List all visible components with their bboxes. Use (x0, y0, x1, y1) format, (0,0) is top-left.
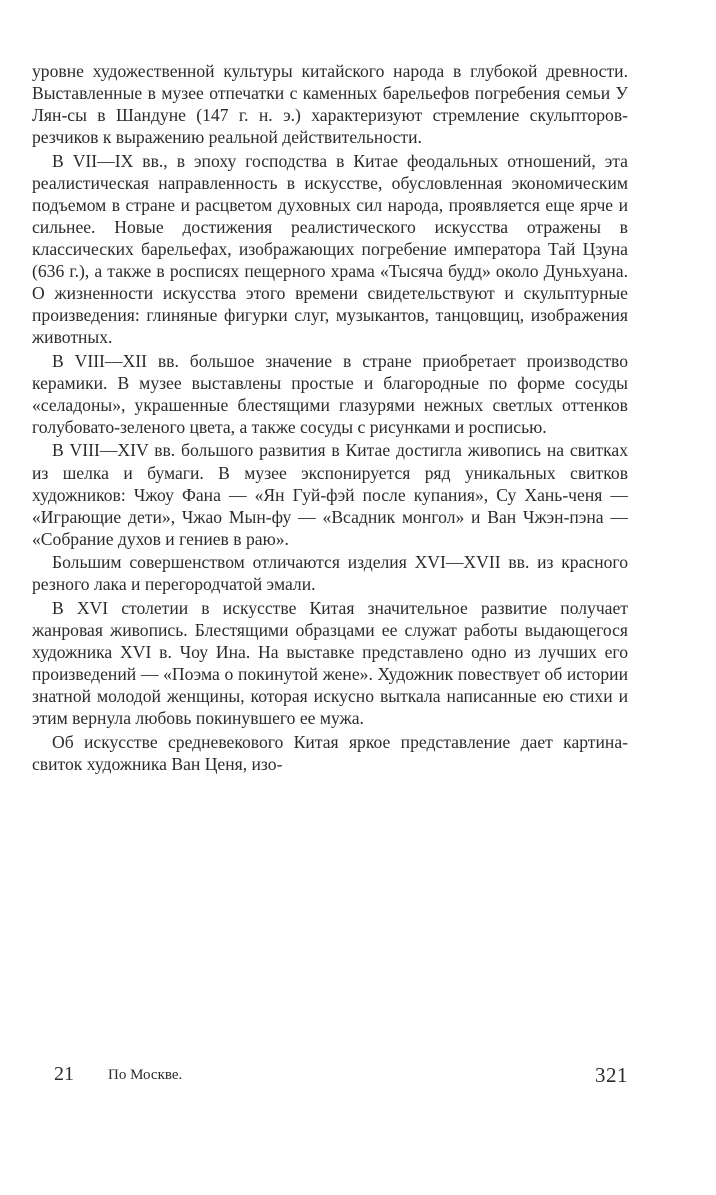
paragraph-feudal-era: В VII—IX вв., в эпоху господства в Китае феодальных отношений, эта реалистическая направленность в искусстве, обусловленная экономическим подъемом в стране и расцветом духовных сил народа, проявляется еще ярче и сильнее. Новые достижения реалистического искусства отражены в классических барельефах, изображающих погребение императора Тай Цзуна (636 г.), а также в росписях пещерного храма «Тысяча будд» около Дуньхуана. О жизненности искусства этого времени свидетельствуют и скульптурные произведения: глиняные фигурки слуг, музыкантов, танцовщиц, изображения животных. (32, 150, 628, 348)
paragraph-scroll-painting: В VIII—XIV вв. большого развития в Китае достигла живопись на свитках из шелка и бумаги. В музее экспонируется ряд уникальных свитков художников: Чжоу Фана — «Ян Гуй-фэй после купания», Су Хань-ченя — «Играющие дети», Чжао Мын-фу — «Всадник монгол» и Ван Чжэн-пэна — «Собрание духов и гениев в раю». (32, 440, 628, 549)
body-text (32, 60, 628, 776)
paragraph-medieval-china: Об искусстве средневекового Китая яркое представление дает картина-свиток художника Ван Ценя, изо- (32, 731, 628, 774)
paragraph-genre-painting: В XVI столетии в искусстве Китая значительное развитие получает жанровая живопись. Блестящими образцами ее служат работы выдающегося художника XVI в. Чоу Ина. На выставке представлено одно из лучших его произведений — «Поэма о покинутой жене». Художник повествует об истории знатной молодой женщины, которая искусно выткала написанные ею стихи и этим вернула любовь покинувшего ее мужа. (32, 597, 628, 729)
page-footer (32, 1063, 628, 1093)
signature-text: По Москве. (108, 1067, 183, 1083)
signature-number: 21 (54, 1063, 74, 1085)
paragraph-lacquer-enamel: Большим совершенством отличаются изделия XVI—XVII вв. из красного резного лака и перегородчатой эмали. (32, 552, 628, 595)
paragraph-continuation: уровне художественной культуры китайского народа в глубокой древности. Выставленные в музее отпечатки с каменных барельефов погребения семьи У Лян-сы в Шандуне (147 г. н. э.) характеризуют стремление скульпторов-резчиков к выражению реальной действительности. (32, 61, 628, 148)
page-number: 321 (595, 1063, 628, 1087)
paragraph-ceramics: В VIII—XII вв. большое значение в стране приобретает производство керамики. В музее выставлены простые и благородные по форме сосуды «селадоны», украшенные блестящими глазурями нежных светлых оттенков голубовато-зеленого цвета, а также сосуды с рисунками и росписью. (32, 350, 628, 438)
